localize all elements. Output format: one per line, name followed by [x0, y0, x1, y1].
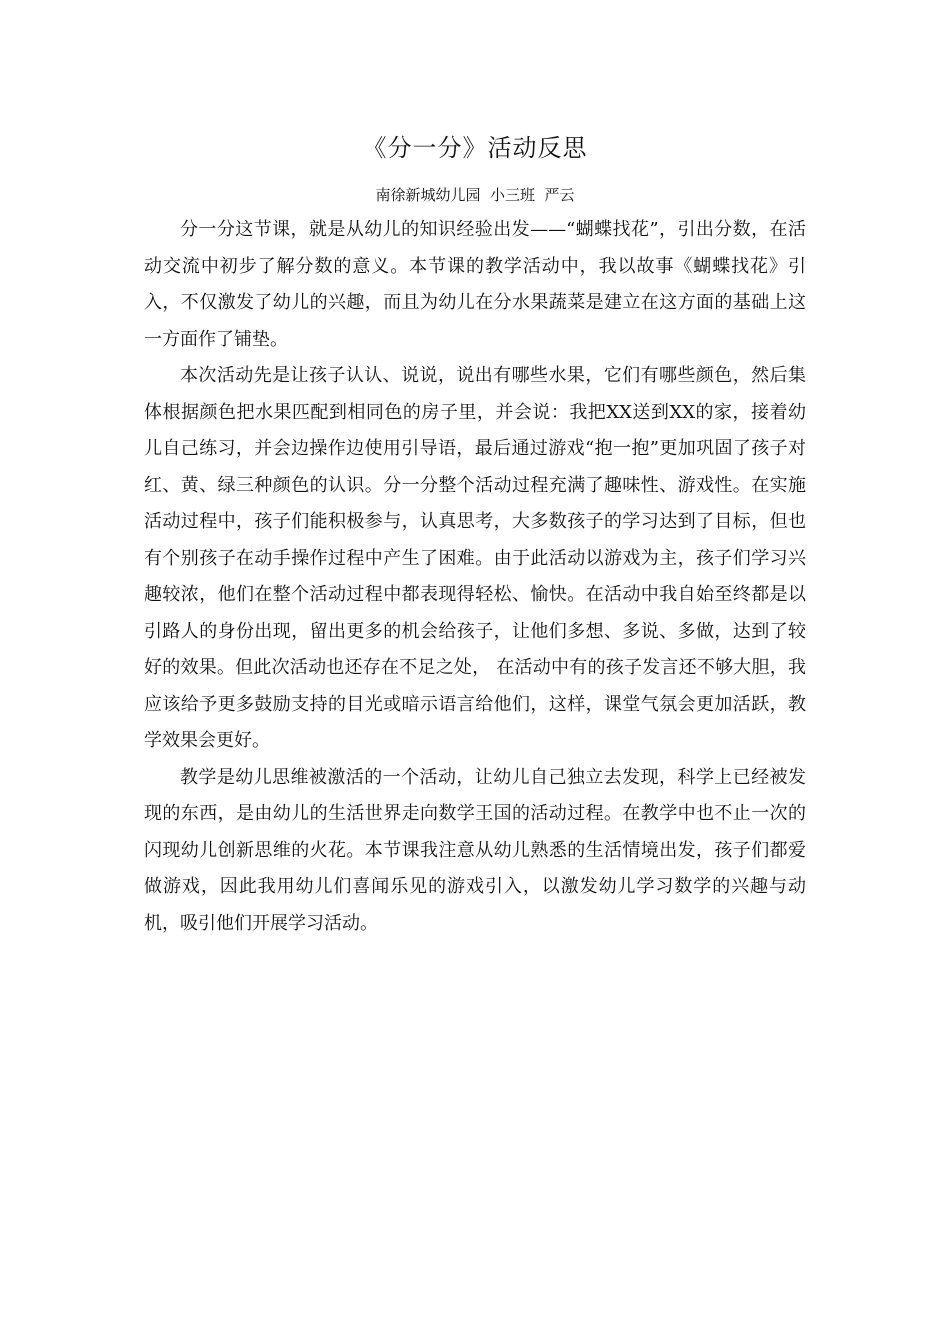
document-title: 《分一分》活动反思	[362, 134, 588, 162]
paragraph-1: 分一分这节课，就是从幼儿的知识经验出发——“蝴蝶找花”，引出分数，在活动交流中初步了解分数的意义。本节课的教学活动中，我以故事《蝴蝶找花》引入，不仅激发了幼儿的兴趣，而且为幼儿在分水果蔬菜是建立在这方面的基础上这一方面作了铺垫。	[144, 219, 806, 350]
paragraph-3: 教学是幼儿思维被激活的一个活动，让幼儿自己独立去发现，科学上已经被发现的东西，是由幼儿的生活世界走向数学王国的活动过程。在教学中也不止一次的闪现幼儿创新思维的火花。本节课我注意从幼儿熟悉的生活情境出发，孩子们都爱做游戏，因此我用幼儿们喜闻乐见的游戏引入，以激发幼儿学习数学的兴趣与动机，吸引他们开展学习活动。	[144, 766, 806, 934]
paragraph-2: 本次活动先是让孩子认认、说说，说出有哪些水果，它们有哪些颜色，然后集体根据颜色把水果匹配到相同色的房子里，并会说：我把XX送到XX的家，接着幼儿自己练习，并会边操作边使用引导语，最后通过游戏“抱一抱”更加巩固了孩子对红、黄、绿三种颜色的认识。分一分整个活动过程充满了趣味性、游戏性。在实施活动过程中，孩子们能积极参与，认真思考，大多数孩子的学习达到了目标，但也有个别孩子在动手操作过程中产生了困难。由于此活动以游戏为主，孩子们学习兴趣较浓，他们在整个活动过程中都表现得轻松、愉快。在活动中我自始至终都是以引路人的身份出现，留出更多的机会给孩子，让他们多想、多说、多做，达到了较好的效果。但此次活动也还存在不足之处， 在活动中有的孩子发言还不够大胆，我应该给予更多鼓励支持的目光或暗示语言给他们，这样，课堂气氛会更加活跃，教学效果会更好。	[144, 365, 806, 751]
author-byline: 南徐新城幼儿园 小三班 严云	[375, 186, 575, 204]
document-page	[144, 126, 806, 942]
